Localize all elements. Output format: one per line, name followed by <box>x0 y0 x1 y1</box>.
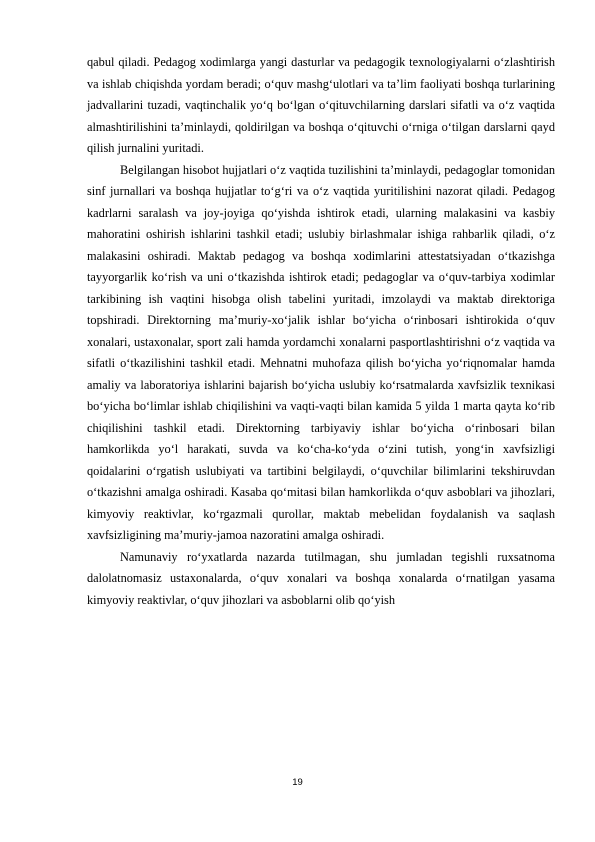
page-number: 19 <box>292 777 303 788</box>
paragraph-3: Namunaviy ro‘yxatlarda nazarda tutilmagan, shu jumladan tegishli ruxsatnoma dalolatnomasiz ustaxonalarda, o‘quv xonalari va boshqa xonalarda o‘rnatilgan yasama kimyoviy reaktivlar, o‘quv jihozlari va asboblarni olib qo‘yish <box>87 549 555 607</box>
paragraph-1: qabul qiladi. Pedagog xodimlarga yangi dasturlar va pedagogik texnologiyalarni o‘zlashtirish va ishlab chiqishda yordam beradi; o‘quv mashg‘ulotlari va ta’lim faoliyati boshqa turlarining jadvallarini tuzadi, vaqtinchalik yo‘q bo‘lgan o‘qituvchilarning darslari sifatli va o‘z vaqtida almashtirilishini ta’minlaydi, qoldirilgan va boshqa o‘qituvchi o‘rniga o‘tilgan darslarni qayd qilish jurnalini yuritadi. <box>87 55 555 155</box>
paragraph-2: Belgilangan hisobot hujjatlari o‘z vaqtida tuzilishini ta’minlaydi, pedagoglar tomonidan sinf jurnallari va boshqa hujjatlar to‘g‘ri va o‘z vaqtida yuritilishini nazorat qiladi. Pedagog kadrlarni saralash va joy-joyiga qo‘yishda ishtirok etadi, ularning malakasini va kasbiy mahoratini oshirish ishlarini tashkil etadi; uslubiy birlashmalar ishiga rahbarlik qiladi, o‘z malakasini oshiradi. Maktab pedagog va boshqa xodimlarini attestatsiyadan o‘tkazishga tayyorgarlik ko‘rish va uni o‘tkazishda ishtirok etadi; pedagoglar va o‘quv-tarbiya xodimlar tarkibining ish vaqtini hisobga olish tabelini yuritadi, imzolaydi va maktab direktoriga topshiradi. Direktorning ma’muriy-xo‘jalik ishlar bo‘yicha o‘rinbosari ishtirokida o‘quv xonalari, ustaxonalar, sport zali hamda yordamchi xonalarni pasportlashtirishni o‘z vaqtida va sifatli o‘tkazilishini tashkil etadi. Mehnatni muhofaza qilish bo‘yicha yo‘riqnomalar hamda amaliy va laboratoriya ishlarini bajarish bo‘yicha uslubiy ko‘rsatmalarda xavfsizlik texnikasi bo‘yicha bo‘limlar ishlab chiqilishini va vaqti-vaqti bilan kamida 5 yilda 1 marta qayta ko‘rib chiqilishini tashkil etadi. Direktorning tarbiyaviy ishlar bo‘yicha o‘rinbosari bilan hamkorlikda yo‘l harakati, suvda va ko‘cha-ko‘yda o‘zini tutish, yong‘in xavfsizligi qoidalarini o‘rgatish uslubiyati va tartibini belgilaydi, o‘quvchilar bilimlarini tekshiruvdan o‘tkazishni amalga oshiradi. Kasaba qo‘mitasi bilan hamkorlikda o‘quv asboblari va jihozlari, kimyoviy reaktivlar, ko‘rgazmali qurollar, maktab mebelidan foydalanish va saqlash xavfsizligining ma’muriy-jamoa nazoratini amalga oshiradi. <box>87 162 555 542</box>
body-text <box>87 52 555 611</box>
